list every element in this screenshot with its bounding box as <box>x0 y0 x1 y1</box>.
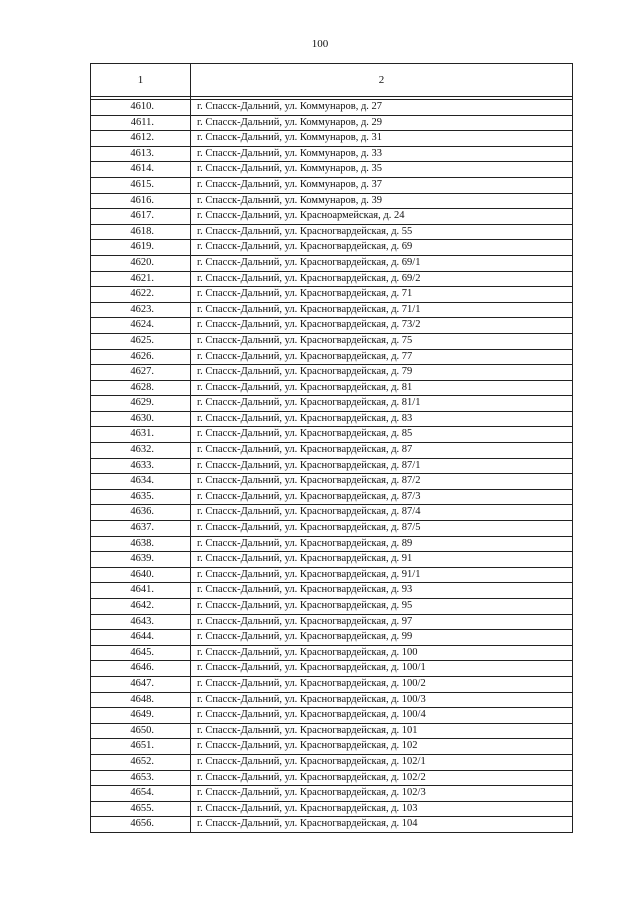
row-number: 4651. <box>91 739 191 755</box>
table-row <box>91 411 573 427</box>
row-number: 4645. <box>91 645 191 661</box>
table-row <box>91 193 573 209</box>
row-address: г. Спасск-Дальний, ул. Красноармейская, д. 24 <box>191 209 573 225</box>
row-address: г. Спасск-Дальний, ул. Красногвардейская, д. 55 <box>191 224 573 240</box>
table-row <box>91 427 573 443</box>
row-number: 4615. <box>91 177 191 193</box>
table-row <box>91 443 573 459</box>
row-address: г. Спасск-Дальний, ул. Красногвардейская, д. 100/3 <box>191 692 573 708</box>
table-row <box>91 458 573 474</box>
table-row <box>91 567 573 583</box>
row-number: 4620. <box>91 255 191 271</box>
row-address: г. Спасск-Дальний, ул. Красногвардейская, д. 95 <box>191 599 573 615</box>
row-address: г. Спасск-Дальний, ул. Красногвардейская, д. 87/2 <box>191 474 573 490</box>
row-number: 4630. <box>91 411 191 427</box>
table-row <box>91 583 573 599</box>
row-address: г. Спасск-Дальний, ул. Красногвардейская, д. 101 <box>191 723 573 739</box>
table-row <box>91 318 573 334</box>
row-number: 4616. <box>91 193 191 209</box>
row-address: г. Спасск-Дальний, ул. Красногвардейская, д. 87/3 <box>191 489 573 505</box>
row-number: 4634. <box>91 474 191 490</box>
row-number: 4641. <box>91 583 191 599</box>
column-header-number: 1 <box>91 64 191 97</box>
row-address: г. Спасск-Дальний, ул. Красногвардейская, д. 104 <box>191 817 573 833</box>
row-address: г. Спасск-Дальний, ул. Красногвардейская, д. 89 <box>191 536 573 552</box>
row-number: 4623. <box>91 302 191 318</box>
row-number: 4655. <box>91 801 191 817</box>
table-row <box>91 614 573 630</box>
row-address: г. Спасск-Дальний, ул. Красногвардейская, д. 103 <box>191 801 573 817</box>
table-row <box>91 333 573 349</box>
row-address: г. Спасск-Дальний, ул. Красногвардейская, д. 87/5 <box>191 521 573 537</box>
table-row <box>91 255 573 271</box>
table-row <box>91 209 573 225</box>
table-row <box>91 801 573 817</box>
row-address: г. Спасск-Дальний, ул. Красногвардейская, д. 102/1 <box>191 754 573 770</box>
table-row <box>91 100 573 116</box>
table-row <box>91 396 573 412</box>
table-row <box>91 599 573 615</box>
row-address: г. Спасск-Дальний, ул. Коммунаров, д. 39 <box>191 193 573 209</box>
table-row <box>91 630 573 646</box>
table-row <box>91 146 573 162</box>
row-address: г. Спасск-Дальний, ул. Красногвардейская, д. 97 <box>191 614 573 630</box>
row-address: г. Спасск-Дальний, ул. Красногвардейская, д. 83 <box>191 411 573 427</box>
row-number: 4647. <box>91 676 191 692</box>
row-number: 4648. <box>91 692 191 708</box>
row-address: г. Спасск-Дальний, ул. Красногвардейская, д. 87 <box>191 443 573 459</box>
row-address: г. Спасск-Дальний, ул. Красногвардейская, д. 77 <box>191 349 573 365</box>
row-number: 4643. <box>91 614 191 630</box>
table-row <box>91 552 573 568</box>
row-address: г. Спасск-Дальний, ул. Красногвардейская, д. 69/1 <box>191 255 573 271</box>
row-address: г. Спасск-Дальний, ул. Красногвардейская, д. 85 <box>191 427 573 443</box>
row-address: г. Спасск-Дальний, ул. Коммунаров, д. 31 <box>191 131 573 147</box>
row-address: г. Спасск-Дальний, ул. Красногвардейская, д. 102 <box>191 739 573 755</box>
row-address: г. Спасск-Дальний, ул. Красногвардейская, д. 69/2 <box>191 271 573 287</box>
table-row <box>91 131 573 147</box>
table-row <box>91 380 573 396</box>
row-number: 4646. <box>91 661 191 677</box>
row-number: 4612. <box>91 131 191 147</box>
table-row <box>91 692 573 708</box>
row-number: 4649. <box>91 708 191 724</box>
row-number: 4654. <box>91 786 191 802</box>
row-number: 4628. <box>91 380 191 396</box>
row-address: г. Спасск-Дальний, ул. Красногвардейская, д. 100/4 <box>191 708 573 724</box>
table-row <box>91 349 573 365</box>
row-address: г. Спасск-Дальний, ул. Красногвардейская, д. 93 <box>191 583 573 599</box>
table-row <box>91 365 573 381</box>
row-address: г. Спасск-Дальний, ул. Красногвардейская, д. 79 <box>191 365 573 381</box>
row-number: 4621. <box>91 271 191 287</box>
row-address: г. Спасск-Дальний, ул. Красногвардейская, д. 102/3 <box>191 786 573 802</box>
table-row <box>91 770 573 786</box>
row-number: 4640. <box>91 567 191 583</box>
row-address: г. Спасск-Дальний, ул. Красногвардейская, д. 100/1 <box>191 661 573 677</box>
row-number: 4622. <box>91 287 191 303</box>
row-number: 4614. <box>91 162 191 178</box>
row-number: 4656. <box>91 817 191 833</box>
table-row <box>91 287 573 303</box>
row-number: 4617. <box>91 209 191 225</box>
address-table <box>90 63 573 833</box>
table-row <box>91 645 573 661</box>
row-address: г. Спасск-Дальний, ул. Красногвардейская, д. 100 <box>191 645 573 661</box>
row-address: г. Спасск-Дальний, ул. Красногвардейская, д. 81 <box>191 380 573 396</box>
column-header-address: 2 <box>191 64 573 97</box>
table-row <box>91 676 573 692</box>
table-row <box>91 162 573 178</box>
row-address: г. Спасск-Дальний, ул. Коммунаров, д. 35 <box>191 162 573 178</box>
row-address: г. Спасск-Дальний, ул. Коммунаров, д. 33 <box>191 146 573 162</box>
row-address: г. Спасск-Дальний, ул. Красногвардейская, д. 100/2 <box>191 676 573 692</box>
table-row <box>91 115 573 131</box>
row-number: 4629. <box>91 396 191 412</box>
table-row <box>91 708 573 724</box>
row-number: 4632. <box>91 443 191 459</box>
table-row <box>91 661 573 677</box>
table-row <box>91 302 573 318</box>
row-address: г. Спасск-Дальний, ул. Коммунаров, д. 27 <box>191 100 573 116</box>
row-number: 4626. <box>91 349 191 365</box>
row-number: 4611. <box>91 115 191 131</box>
row-number: 4624. <box>91 318 191 334</box>
page-number: 100 <box>311 38 329 50</box>
row-address: г. Спасск-Дальний, ул. Красногвардейская, д. 71/1 <box>191 302 573 318</box>
row-address: г. Спасск-Дальний, ул. Красногвардейская, д. 102/2 <box>191 770 573 786</box>
table-row <box>91 739 573 755</box>
table-row <box>91 505 573 521</box>
row-number: 4610. <box>91 100 191 116</box>
row-address: г. Спасск-Дальний, ул. Коммунаров, д. 29 <box>191 115 573 131</box>
row-number: 4637. <box>91 521 191 537</box>
row-address: г. Спасск-Дальний, ул. Красногвардейская, д. 81/1 <box>191 396 573 412</box>
row-number: 4635. <box>91 489 191 505</box>
row-address: г. Спасск-Дальний, ул. Красногвардейская, д. 75 <box>191 333 573 349</box>
row-number: 4631. <box>91 427 191 443</box>
table-row <box>91 240 573 256</box>
row-number: 4636. <box>91 505 191 521</box>
row-number: 4618. <box>91 224 191 240</box>
row-address: г. Спасск-Дальний, ул. Красногвардейская, д. 69 <box>191 240 573 256</box>
table-header-row <box>91 64 573 97</box>
row-address: г. Спасск-Дальний, ул. Красногвардейская, д. 87/4 <box>191 505 573 521</box>
row-number: 4650. <box>91 723 191 739</box>
table-row <box>91 754 573 770</box>
row-number: 4627. <box>91 365 191 381</box>
row-number: 4633. <box>91 458 191 474</box>
table-row <box>91 521 573 537</box>
row-number: 4642. <box>91 599 191 615</box>
row-address: г. Спасск-Дальний, ул. Красногвардейская, д. 99 <box>191 630 573 646</box>
table-row <box>91 723 573 739</box>
row-number: 4613. <box>91 146 191 162</box>
row-number: 4625. <box>91 333 191 349</box>
table-row <box>91 817 573 833</box>
row-number: 4653. <box>91 770 191 786</box>
row-number: 4638. <box>91 536 191 552</box>
row-address: г. Спасск-Дальний, ул. Красногвардейская, д. 91 <box>191 552 573 568</box>
table-row <box>91 536 573 552</box>
table-row <box>91 224 573 240</box>
row-address: г. Спасск-Дальний, ул. Красногвардейская, д. 71 <box>191 287 573 303</box>
row-address: г. Спасск-Дальний, ул. Красногвардейская, д. 87/1 <box>191 458 573 474</box>
table-row <box>91 474 573 490</box>
table-row <box>91 786 573 802</box>
row-number: 4652. <box>91 754 191 770</box>
row-address: г. Спасск-Дальний, ул. Коммунаров, д. 37 <box>191 177 573 193</box>
row-address: г. Спасск-Дальний, ул. Красногвардейская, д. 73/2 <box>191 318 573 334</box>
row-number: 4639. <box>91 552 191 568</box>
row-number: 4644. <box>91 630 191 646</box>
table-row <box>91 271 573 287</box>
row-number: 4619. <box>91 240 191 256</box>
row-address: г. Спасск-Дальний, ул. Красногвардейская, д. 91/1 <box>191 567 573 583</box>
table-row <box>91 489 573 505</box>
table-row <box>91 177 573 193</box>
